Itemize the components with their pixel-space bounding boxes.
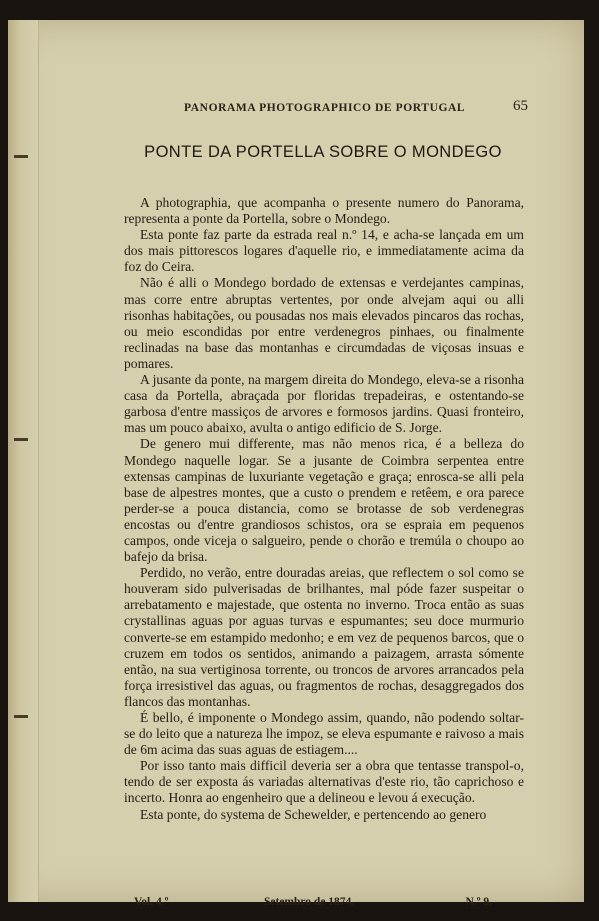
page-footer (134, 896, 492, 912)
binding-stitch (14, 438, 28, 441)
page-binding (8, 20, 39, 902)
paragraph: De genero mui differente, mas não menos rica, é a belleza do Mondego naquelle logar. Se a jusante de Coimbra serpentea entre extensas campinas de luxuriante vegetação e graça; enrosca-se alli pela base de alpestres montes, que a custo o prendem e retêem, e ora parece perder-se a pouca distancia, como se brotasse de sob verdenegras encostas ou d'entre grandiosos schistos, ora se espraia em pequenos campos, onde viceja o salgueiro, pende o chorão e tremúla o choupo ao bafejo da brisa. (124, 436, 524, 565)
paragraph: Perdido, no verão, entre douradas areias, que reflectem o sol como se houveram sido pulverisadas de brilhantes, mal póde fazer suspeitar o arrebatamento e majestade, que ostenta no inverno. Troca então as suas crystallinas aguas por aguas turvas e espumantes; seu doce murmurio converte-se em estampido medonho; e em vez de pequenos barcos, que o cruzem em todos os sentidos, animando a paizagem, arrasta sómente então, na sua vertiginosa torrente, ou troncos de arvores arrancados pela força irresistivel das aguas, ou fragmentos de rochas, desaggregados dos flancos das montanhas. (124, 565, 524, 709)
article-title: PONTE DA PORTELLA SOBRE O MONDEGO (144, 143, 502, 161)
footer-volume: Vol. 4.º (134, 896, 169, 908)
paragraph: Por isso tanto mais difficil deveria ser a obra que tentasse transpol-o, tendo de ser exposta ás variadas alternativas d'este rio, tão caprichoso e incerto. Honra ao engenheiro que a delineou e levou á execução. (124, 758, 524, 806)
book-page (8, 20, 584, 908)
article-body (124, 195, 524, 823)
paragraph: A photographia, que acompanha o presente numero do Panorama, representa a ponte da Portella, sobre o Mondego. (124, 195, 524, 227)
running-title: PANORAMA PHOTOGRAPHICO DE PORTUGAL (184, 102, 466, 114)
paragraph: Não é alli o Mondego bordado de extensas e verdejantes campinas, mas corre entre abruptas vertentes, por onde alvejam aqui ou alli risonhas habitações, ou pousadas nos mais elevados pincaros das rochas, ou meio escondidas por entre verdenegros pinhaes, ou finalmente reclinadas na base das montanhas e circumdadas de viçosas insuas e pomares. (124, 275, 524, 371)
paragraph: A jusante da ponte, na margem direita do Mondego, eleva-se a risonha casa da Portella, abraçada por floridas trepadeiras, e ostentando-se garbosa d'entre massiços de arvores e formosos jardins. Quasi fronteiro, mas um pouco abaixo, avulta o antigo edificio de S. Jorge. (124, 372, 524, 436)
footer-date: Setembro de 1874. (264, 896, 355, 908)
running-head (128, 98, 528, 118)
paragraph: Esta ponte, do systema de Schewelder, e pertencendo ao genero (140, 806, 487, 822)
paragraph: É bello, é imponente o Mondego assim, quando, não podendo soltar-se do leito que a natureza lhe impoz, se eleva espumante e raivoso a mais de 6m acima das suas aguas de estiagem.... (124, 710, 524, 758)
binding-stitch (14, 715, 28, 718)
paragraph: Esta ponte faz parte da estrada real n.º 14, e acha-se lançada em um dos mais pittorescos logares d'aquelle rio, e immediatamente acima da foz do Ceira. (124, 227, 524, 275)
page-number: 65 (513, 98, 528, 114)
footer-number: N.º 9. (465, 896, 492, 908)
binding-stitch (14, 155, 28, 158)
